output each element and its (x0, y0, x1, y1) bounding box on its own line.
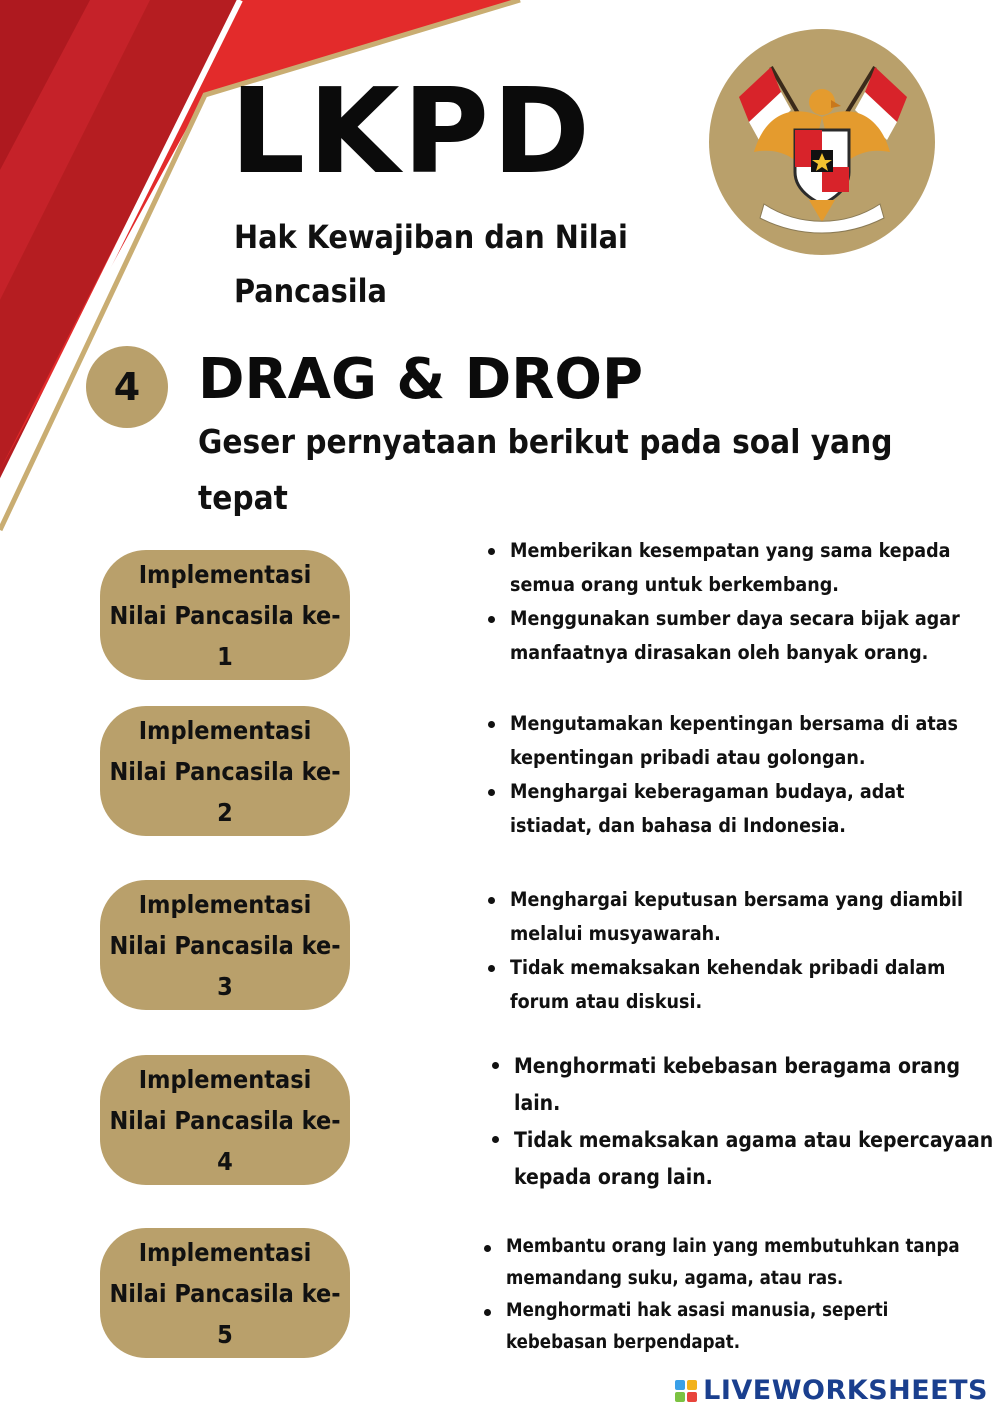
statement-item[interactable]: Menghargai keputusan bersama yang diambil melalui musyawarah. (486, 883, 992, 951)
statement-item[interactable]: Tidak memaksakan agama atau kepercayaan kepada orang lain. (490, 1122, 996, 1196)
statement-item[interactable]: Membantu orang lain yang membutuhkan tanpa memandang suku, agama, atau ras. (482, 1231, 994, 1295)
statement-item[interactable]: Memberikan kesempatan yang sama kepada semua orang untuk berkembang. (486, 534, 992, 602)
brand-name: LIVEWORKSHEETS (703, 1375, 988, 1406)
statement-list-2 (486, 707, 992, 843)
statement-item[interactable]: Menghormati hak asasi manusia, seperti kebebasan berpendapat. (482, 1295, 994, 1359)
page-subtitle: Hak Kewajiban dan Nilai Pancasila (234, 218, 628, 310)
statement-item[interactable]: Menghormati kebebasan beragama orang lain. (490, 1048, 996, 1122)
liveworksheets-logo (675, 1375, 988, 1406)
page-title: LKPD (230, 62, 594, 200)
garuda-emblem-icon (709, 22, 935, 262)
drop-target-sila-2[interactable]: Implementasi Nilai Pancasila ke-2 (100, 706, 350, 836)
drop-target-sila-3[interactable]: Implementasi Nilai Pancasila ke-3 (100, 880, 350, 1010)
statement-item[interactable]: Menggunakan sumber daya secara bijak agar manfaatnya dirasakan oleh banyak orang. (486, 602, 992, 670)
statement-list-3 (486, 883, 992, 1019)
section-number-badge: 4 (86, 346, 168, 428)
drop-target-sila-4[interactable]: Implementasi Nilai Pancasila ke-4 (100, 1055, 350, 1185)
statement-list-5 (482, 1231, 994, 1359)
section-title: DRAG & DROP (198, 347, 643, 412)
statement-list-1 (486, 534, 992, 670)
statement-item[interactable]: Mengutamakan kepentingan bersama di atas kepentingan pribadi atau golongan. (486, 707, 992, 775)
drop-target-sila-1[interactable]: Implementasi Nilai Pancasila ke-1 (100, 550, 350, 680)
instruction-text: Geser pernyataan berikut pada soal yang tepat (198, 422, 893, 517)
drop-target-sila-5[interactable]: Implementasi Nilai Pancasila ke-5 (100, 1228, 350, 1358)
statement-item[interactable]: Tidak memaksakan kehendak pribadi dalam forum atau diskusi. (486, 951, 992, 1019)
statement-list-4 (490, 1048, 996, 1196)
statement-item[interactable]: Menghargai keberagaman budaya, adat istiadat, dan bahasa di Indonesia. (486, 775, 992, 843)
liveworksheets-icon (675, 1380, 697, 1402)
